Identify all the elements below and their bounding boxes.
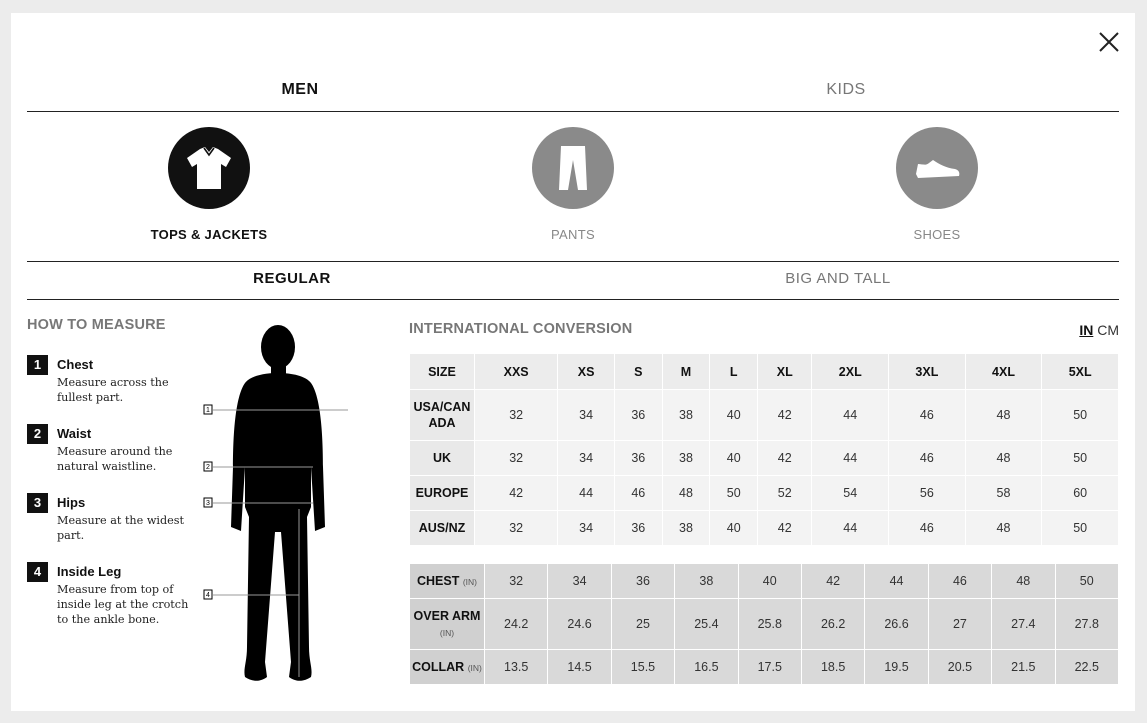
- table-cell: 46: [614, 476, 662, 511]
- size-guide-modal: [11, 13, 1135, 711]
- row-label: UK: [410, 441, 475, 476]
- unit-label: (IN): [462, 576, 478, 587]
- table-row: [410, 441, 1119, 476]
- figure-marker: 2: [206, 464, 210, 471]
- table-cell: 42: [758, 390, 812, 441]
- step-number: 2: [27, 424, 48, 444]
- table-cell: 25: [611, 599, 674, 650]
- table-row: [410, 511, 1119, 546]
- step-number: 3: [27, 493, 48, 513]
- table-cell: 34: [558, 511, 615, 546]
- table-row: [410, 564, 1119, 599]
- fit-tabs: [27, 269, 1119, 300]
- step-title: Inside Leg: [57, 564, 122, 579]
- table-cell: 46: [889, 441, 966, 476]
- table-header-cell: L: [710, 354, 758, 390]
- category-pants[interactable]: [493, 127, 653, 242]
- table-cell: 34: [558, 441, 615, 476]
- size-conversion-table: [409, 353, 1119, 546]
- row-label-text: OVER ARM: [413, 608, 481, 623]
- table-cell: 44: [812, 390, 889, 441]
- category-shoes[interactable]: [857, 127, 1017, 242]
- table-header-cell: 5XL: [1042, 354, 1119, 390]
- table-cell: 44: [865, 564, 928, 599]
- table-cell: 32: [475, 441, 558, 476]
- table-header-cell: 2XL: [812, 354, 889, 390]
- table-cell: 50: [1042, 441, 1119, 476]
- table-cell: 38: [675, 564, 738, 599]
- table-cell: 15.5: [611, 650, 674, 685]
- body-silhouette-icon: [201, 317, 381, 697]
- table-cell: 40: [710, 511, 758, 546]
- row-label-text: CHEST: [416, 573, 460, 588]
- table-cell: 42: [475, 476, 558, 511]
- table-cell: 26.2: [801, 599, 864, 650]
- table-cell: 46: [889, 511, 966, 546]
- step-description: Measure from top of inside leg at the crotch to the ankle bone.: [57, 583, 189, 626]
- body-silhouette-figure: [201, 317, 381, 697]
- figure-marker: 1: [206, 407, 210, 414]
- table-header-cell: XXS: [475, 354, 558, 390]
- table-header-cell: XS: [558, 354, 615, 390]
- table-cell: 17.5: [738, 650, 801, 685]
- step-title: Waist: [57, 426, 92, 441]
- category-label: SHOES: [913, 227, 961, 242]
- table-cell: 50: [1042, 511, 1119, 546]
- table-cell: 27.4: [992, 599, 1055, 650]
- table-cell: 26.6: [865, 599, 928, 650]
- row-label: [410, 599, 485, 650]
- unit-toggle: [1079, 322, 1119, 338]
- table-cell: 48: [662, 476, 710, 511]
- table-cell: 46: [928, 564, 991, 599]
- body-measurements-table: [409, 563, 1119, 685]
- table-cell: 27: [928, 599, 991, 650]
- row-label-text: COLLAR: [412, 659, 465, 674]
- tab-regular[interactable]: REGULAR: [253, 270, 331, 287]
- tshirt-icon: [168, 127, 250, 209]
- step-number: 4: [27, 562, 48, 582]
- table-cell: 25.8: [738, 599, 801, 650]
- unit-in-button[interactable]: IN: [1079, 322, 1094, 338]
- table-row: [410, 390, 1119, 441]
- step-title: Chest: [57, 357, 94, 372]
- close-icon: [1097, 30, 1121, 54]
- table-cell: 48: [965, 441, 1042, 476]
- table-row: [410, 476, 1119, 511]
- category-tops-jackets[interactable]: [129, 127, 289, 242]
- table-header-cell: 3XL: [889, 354, 966, 390]
- category-label: PANTS: [551, 227, 595, 242]
- row-label: USA/CAN ADA: [410, 390, 475, 441]
- step-description: Measure at the widest part.: [57, 514, 184, 542]
- step-number: 1: [27, 355, 48, 375]
- table-cell: 18.5: [801, 650, 864, 685]
- table-cell: 32: [475, 511, 558, 546]
- table-header-cell: 4XL: [965, 354, 1042, 390]
- step-title: Hips: [57, 495, 86, 510]
- table-cell: 38: [662, 441, 710, 476]
- table-cell: 38: [662, 511, 710, 546]
- unit-cm-button[interactable]: CM: [1097, 322, 1119, 338]
- table-cell: 58: [965, 476, 1042, 511]
- table-cell: 27.8: [1055, 599, 1118, 650]
- table-header-cell: S: [614, 354, 662, 390]
- table-cell: 24.2: [485, 599, 548, 650]
- table-cell: 16.5: [675, 650, 738, 685]
- category-label: TOPS & JACKETS: [150, 227, 268, 242]
- table-cell: 50: [1042, 390, 1119, 441]
- unit-label: (IN): [439, 627, 455, 638]
- table-row: [410, 599, 1119, 650]
- table-cell: 50: [1055, 564, 1118, 599]
- table-cell: 34: [548, 564, 611, 599]
- tab-kids[interactable]: KIDS: [826, 81, 866, 98]
- table-cell: 14.5: [548, 650, 611, 685]
- table-cell: 42: [801, 564, 864, 599]
- table-cell: 44: [558, 476, 615, 511]
- table-cell: 13.5: [485, 650, 548, 685]
- table-cell: 40: [710, 390, 758, 441]
- category-selector: [27, 127, 1119, 262]
- pants-icon: [532, 127, 614, 209]
- table-cell: 36: [614, 511, 662, 546]
- gender-tabs: [27, 81, 1119, 112]
- table-header-cell: SIZE: [410, 354, 475, 390]
- table-cell: 44: [812, 511, 889, 546]
- figure-marker: 3: [206, 500, 210, 507]
- row-label: [410, 650, 485, 685]
- table-cell: 42: [758, 511, 812, 546]
- unit-label: (IN): [467, 662, 482, 673]
- table-cell: 21.5: [992, 650, 1055, 685]
- table-cell: 24.6: [548, 599, 611, 650]
- step-description: Measure across the fullest part.: [57, 376, 169, 404]
- tab-men[interactable]: MEN: [281, 81, 319, 98]
- table-cell: 44: [812, 441, 889, 476]
- table-cell: 22.5: [1055, 650, 1118, 685]
- table-cell: 48: [992, 564, 1055, 599]
- table-cell: 40: [738, 564, 801, 599]
- table-cell: 36: [611, 564, 674, 599]
- table-cell: 60: [1042, 476, 1119, 511]
- table-cell: 36: [614, 441, 662, 476]
- row-label: EUROPE: [410, 476, 475, 511]
- table-cell: 34: [558, 390, 615, 441]
- table-cell: 32: [475, 390, 558, 441]
- step-description: Measure around the natural waistline.: [57, 445, 173, 473]
- table-cell: 48: [965, 511, 1042, 546]
- table-cell: 46: [889, 390, 966, 441]
- table-cell: 19.5: [865, 650, 928, 685]
- table-cell: 20.5: [928, 650, 991, 685]
- table-cell: 56: [889, 476, 966, 511]
- table-header-row: [410, 354, 1119, 390]
- table-cell: 48: [965, 390, 1042, 441]
- table-cell: 25.4: [675, 599, 738, 650]
- close-button[interactable]: [1097, 30, 1121, 54]
- table-row: [410, 650, 1119, 685]
- table-header-cell: M: [662, 354, 710, 390]
- shoe-icon: [896, 127, 978, 209]
- how-to-measure-heading: HOW TO MEASURE: [27, 317, 166, 333]
- table-cell: 36: [614, 390, 662, 441]
- international-conversion: [409, 321, 1119, 674]
- conversion-heading: INTERNATIONAL CONVERSION: [409, 321, 633, 337]
- table-cell: 52: [758, 476, 812, 511]
- table-header-cell: XL: [758, 354, 812, 390]
- table-cell: 40: [710, 441, 758, 476]
- row-label: AUS/NZ: [410, 511, 475, 546]
- table-cell: 50: [710, 476, 758, 511]
- table-cell: 38: [662, 390, 710, 441]
- table-cell: 42: [758, 441, 812, 476]
- row-label: [410, 564, 485, 599]
- figure-marker: 4: [206, 592, 210, 599]
- tab-big-and-tall[interactable]: BIG AND TALL: [785, 270, 891, 287]
- table-cell: 32: [485, 564, 548, 599]
- table-cell: 54: [812, 476, 889, 511]
